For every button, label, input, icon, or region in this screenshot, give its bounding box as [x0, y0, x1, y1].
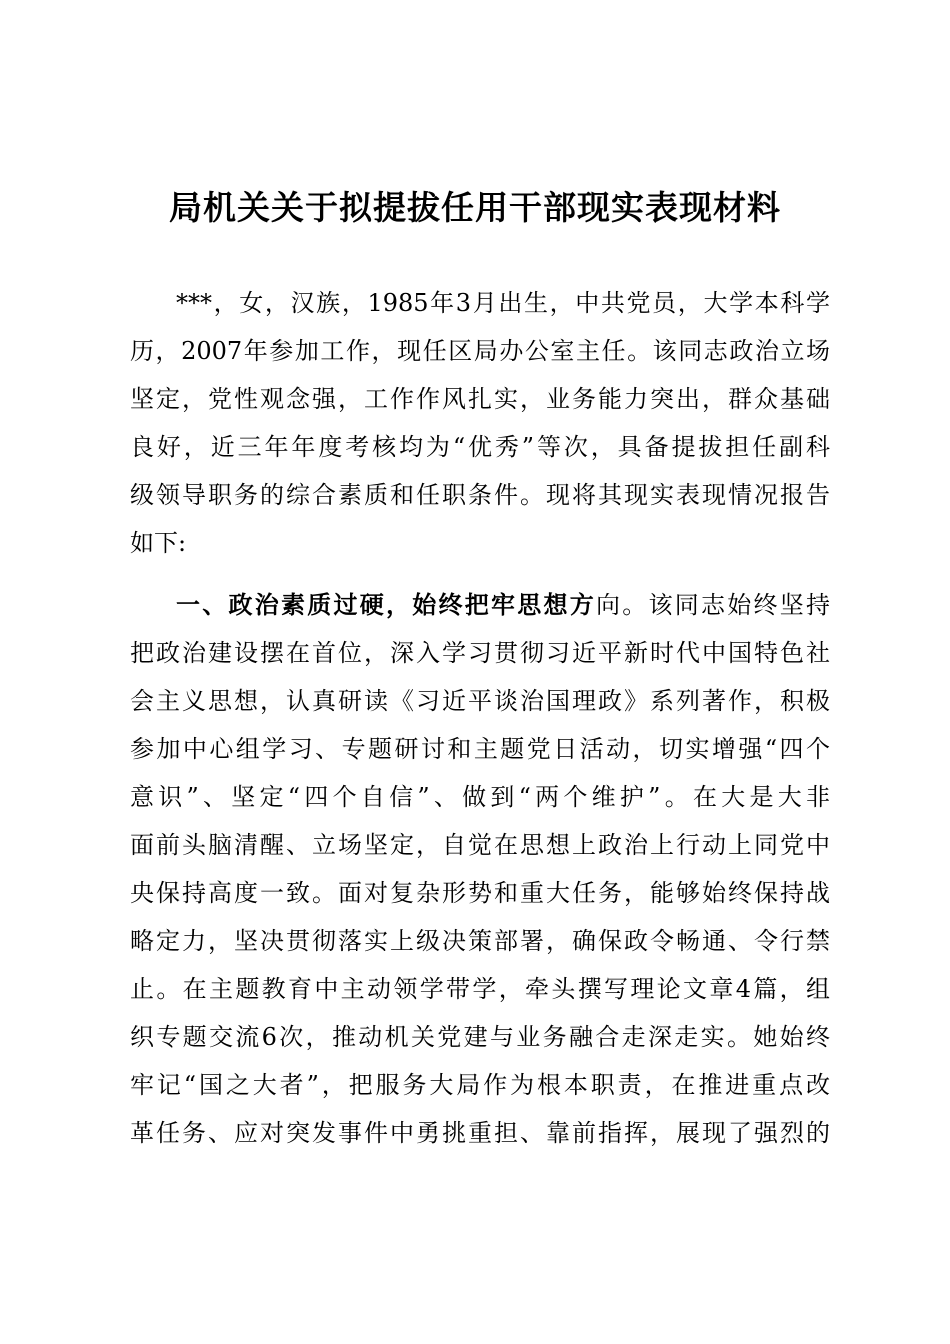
text-line: ***，女，汉族，1985年3月出生，中共党员，大学本科学 — [176, 289, 830, 317]
text-line: 略定力，坚决贯彻落实上级决策部署，确保政令畅通、令行禁 — [130, 927, 830, 955]
text-line: 坚定，党性观念强，工作作风扎实，业务能力突出，群众基础 — [130, 385, 830, 413]
text-line: 历，2007年参加工作，现任区局办公室主任。该同志政治立场 — [130, 337, 830, 365]
text-line: 参加中心组学习、专题研讨和主题党日活动，切实增强“四个 — [130, 735, 830, 763]
document-title: 局机关关于拟提拔任用干部现实表现材料 — [169, 188, 781, 227]
text-line: 会主义思想，认真研读《习近平谈治国理政》系列著作，积极 — [130, 687, 830, 715]
section-one-paragraph — [130, 581, 830, 1157]
text-line: 央保持高度一致。面对复杂形势和重大任务，能够始终保持战 — [130, 879, 830, 907]
text-line — [130, 581, 830, 629]
text-line: 意识”、坚定“四个自信”、做到“两个维护”。在大是大非 — [130, 783, 830, 811]
text-line: 织专题交流6次，推动机关党建与业务融合走深走实。她始终 — [130, 1023, 830, 1051]
section-text: 向。该同志始终坚持 — [596, 591, 830, 619]
text-line: 革任务、应对突发事件中勇挑重担、靠前指挥，展现了强烈的 — [130, 1119, 830, 1147]
text-line: 良好，近三年年度考核均为“优秀”等次，具备提拔担任副科 — [130, 433, 830, 461]
text-line: 如下: — [130, 529, 187, 557]
text-line: 级领导职务的综合素质和任职条件。现将其现实表现情况报告 — [130, 481, 830, 509]
intro-paragraph — [130, 279, 830, 567]
text-line: 止。在主题教育中主动领学带学，牵头撰写理论文章4篇，组 — [130, 975, 830, 1003]
text-line: 牢记“国之大者”，把服务大局作为根本职责，在推进重点改 — [130, 1071, 830, 1099]
text-line: 面前头脑清醒、立场坚定，自觉在思想上政治上行动上同党中 — [130, 831, 830, 859]
section-heading: 一、政治素质过硬，始终把牢思想方 — [176, 591, 596, 619]
text-line: 把政治建设摆在首位，深入学习贯彻习近平新时代中国特色社 — [130, 639, 830, 667]
